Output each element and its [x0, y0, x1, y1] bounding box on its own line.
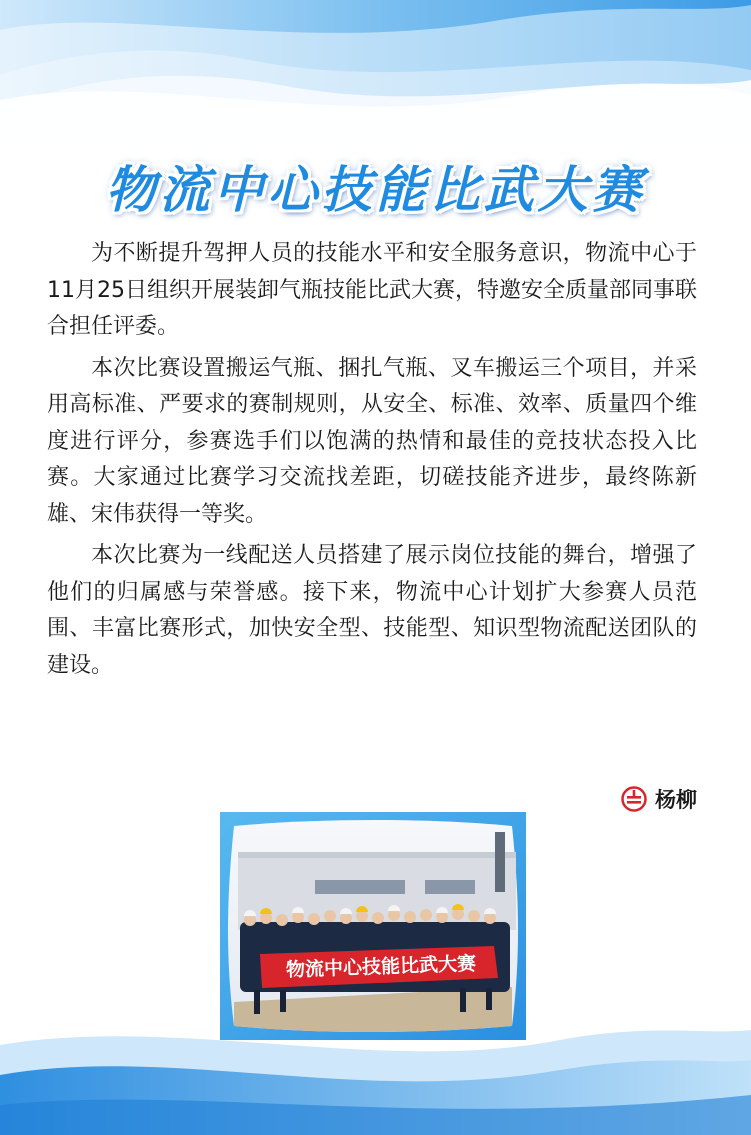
- author-name: 杨柳: [655, 788, 697, 812]
- author-credit: [621, 784, 697, 814]
- photo-banner-text: 物流中心技能比武大赛: [285, 952, 477, 982]
- paragraph-3: 本次比赛为一线配送人员搭建了展示岗位技能的舞台，增强了他们的归属感与荣誉感。接下来，物流中心计划扩大参赛人员范围、丰富比赛形式，加快安全型、技能型、知识型物流配送团队的建设。: [47, 543, 697, 678]
- page-title: 物流中心技能比武大赛: [105, 161, 646, 219]
- article-body: [47, 236, 697, 689]
- event-photo: [220, 812, 526, 1040]
- paragraph-2: 本次比赛设置搬运气瓶、捆扎气瓶、叉车搬运三个项目，并采用高标准、严要求的赛制规则，从安全、标准、效率、质量四个维度进行评分，参赛选手们以饱满的热情和最佳的竞技状态投入比赛。大家通过比赛学习交流找差距，切磋技能齐进步，最终陈新雄、宋伟获得一等奖。: [47, 355, 697, 527]
- paragraph-1: 为不断提升驾押人员的技能水平和安全服务意识，物流中心于11月25日组织开展装卸气瓶技能比武大赛，特邀安全质量部同事联合担任评委。: [47, 241, 697, 339]
- top-wave-decoration: [0, 0, 751, 150]
- company-logo-icon: [621, 786, 647, 812]
